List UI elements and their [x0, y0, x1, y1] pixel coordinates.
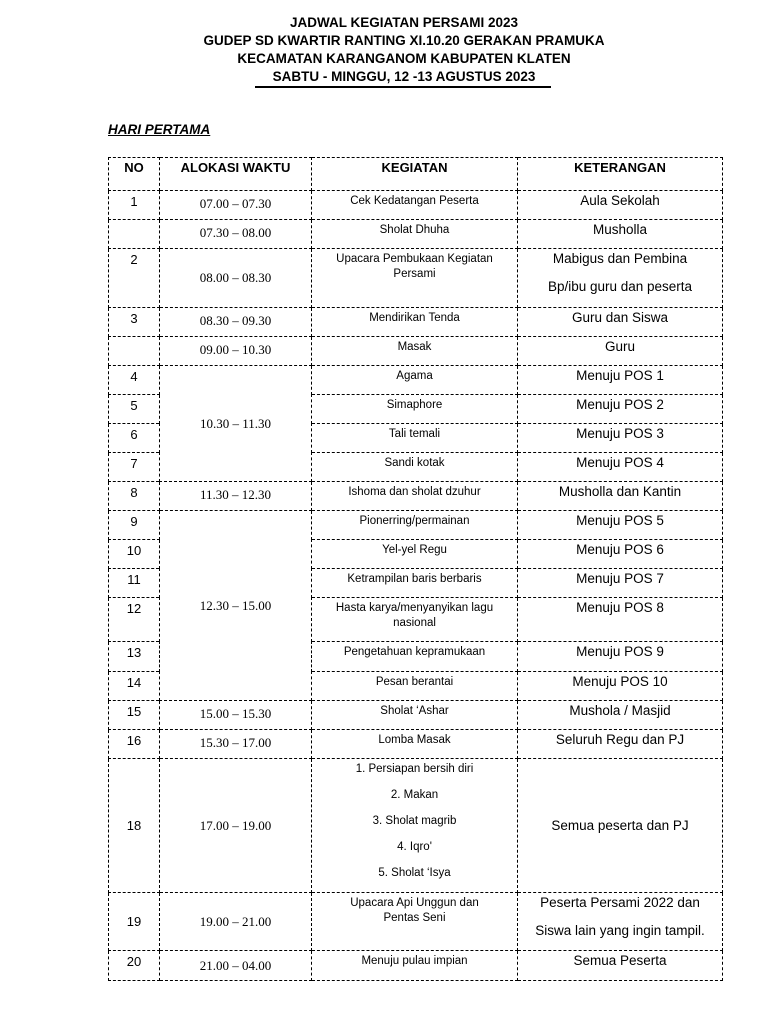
cell-no: 10 — [109, 540, 160, 569]
cell-line: Pesan berantai — [375, 676, 454, 688]
cell-time: 07.00 – 07.30 — [160, 191, 312, 220]
cell-note — [518, 759, 723, 893]
cell-line: Seluruh Regu dan PJ — [555, 732, 685, 747]
cell-no: 2 — [109, 249, 160, 308]
cell-line: Menuju POS 4 — [576, 455, 664, 470]
cell-no: 4 — [109, 366, 160, 395]
cell-note — [518, 220, 723, 249]
cell-no — [109, 337, 160, 366]
cell-line: Pentas Seni — [383, 912, 446, 924]
cell-line: Mushola / Masjid — [569, 703, 671, 718]
table-row — [109, 337, 723, 366]
cell-line: Peserta Persami 2022 dan — [540, 895, 700, 910]
cell-line: Semua peserta dan PJ — [551, 817, 689, 833]
cell-line: Bp/ibu guru dan peserta — [547, 279, 693, 294]
cell-no: 14 — [109, 672, 160, 701]
cell-no: 1 — [109, 191, 160, 220]
cell-activity — [312, 453, 518, 482]
cell-line: Guru dan Siswa — [571, 310, 669, 325]
cell-line: Hasta karya/menyanyikan lagu — [335, 602, 494, 614]
cell-note — [518, 672, 723, 701]
cell-line: Simaphore — [386, 399, 443, 411]
column-header-note: KETERANGAN — [518, 158, 723, 191]
cell-no: 15 — [109, 701, 160, 730]
schedule-body — [109, 191, 723, 981]
cell-activity — [312, 424, 518, 453]
column-header-time: ALOKASI WAKTU — [160, 158, 312, 191]
cell-time: 19.00 – 21.00 — [160, 893, 312, 951]
cell-time: 08.00 – 08.30 — [160, 249, 312, 308]
cell-activity — [312, 395, 518, 424]
cell-activity — [312, 569, 518, 598]
cell-no: 8 — [109, 482, 160, 511]
table-row — [109, 366, 723, 395]
cell-no: 3 — [109, 308, 160, 337]
cell-note — [518, 424, 723, 453]
cell-line: Menuju pulau impian — [361, 955, 468, 967]
cell-time: 12.30 – 15.00 — [160, 511, 312, 701]
cell-no: 12 — [109, 598, 160, 642]
cell-note — [518, 453, 723, 482]
cell-activity — [312, 220, 518, 249]
cell-activity — [312, 308, 518, 337]
cell-note — [518, 598, 723, 642]
header-location: KECAMATAN KARANGANOM KABUPATEN KLATEN — [237, 51, 571, 66]
table-row — [109, 249, 723, 308]
cell-activity — [312, 642, 518, 672]
cell-line: Mabigus dan Pembina — [552, 251, 688, 266]
cell-time: 15.30 – 17.00 — [160, 730, 312, 759]
column-header-activity: KEGIATAN — [312, 158, 518, 191]
header-title: JADWAL KEGIATAN PERSAMI 2023 — [289, 15, 519, 30]
cell-line: Menuju POS 3 — [576, 426, 664, 441]
table-row — [109, 220, 723, 249]
cell-line: Semua Peserta — [573, 953, 667, 968]
cell-note — [518, 569, 723, 598]
table-row — [109, 511, 723, 540]
cell-no: 13 — [109, 642, 160, 672]
cell-activity — [312, 511, 518, 540]
cell-line: Yel-yel Regu — [382, 544, 447, 556]
cell-note — [518, 730, 723, 759]
header-underline — [255, 86, 551, 88]
cell-activity — [312, 672, 518, 701]
table-row — [109, 730, 723, 759]
cell-time: 17.00 – 19.00 — [160, 759, 312, 893]
cell-activity — [312, 337, 518, 366]
cell-line: 2. Makan — [390, 789, 439, 801]
cell-line: 3. Sholat magrib — [372, 815, 457, 827]
cell-activity — [312, 598, 518, 642]
cell-line: Sandi kotak — [384, 457, 445, 469]
cell-note — [518, 337, 723, 366]
table-header-row — [109, 158, 723, 191]
cell-no: 7 — [109, 453, 160, 482]
cell-line: Agama — [396, 370, 433, 382]
cell-no — [109, 220, 160, 249]
cell-line: Lomba Masak — [378, 734, 451, 746]
cell-note — [518, 893, 723, 951]
cell-line: 5. Sholat ‘Isya — [378, 867, 451, 879]
cell-note — [518, 482, 723, 511]
schedule-table — [108, 157, 723, 981]
cell-line: 4. Iqro' — [397, 841, 432, 853]
cell-note — [518, 395, 723, 424]
table-row — [109, 482, 723, 511]
cell-no: 6 — [109, 424, 160, 453]
document-header — [0, 14, 768, 86]
cell-time: 07.30 – 08.00 — [160, 220, 312, 249]
cell-no: 11 — [109, 569, 160, 598]
cell-time: 09.00 – 10.30 — [160, 337, 312, 366]
table-row — [109, 191, 723, 220]
cell-line: Menuju POS 10 — [572, 674, 668, 689]
day-label: HARI PERTAMA — [108, 122, 211, 137]
table-row — [109, 759, 723, 893]
cell-note — [518, 191, 723, 220]
cell-line: Upacara Pembukaan Kegiatan — [336, 253, 493, 265]
cell-note — [518, 366, 723, 395]
cell-activity — [312, 482, 518, 511]
cell-time: 10.30 – 11.30 — [160, 366, 312, 482]
cell-activity — [312, 249, 518, 308]
table-row — [109, 701, 723, 730]
cell-activity — [312, 191, 518, 220]
cell-line: Ketrampilan baris berbaris — [347, 573, 482, 585]
cell-time: 21.00 – 04.00 — [160, 951, 312, 981]
cell-no: 20 — [109, 951, 160, 981]
cell-no: 9 — [109, 511, 160, 540]
cell-line: Sholat ‘Ashar — [380, 705, 449, 717]
header-date: SABTU - MINGGU, 12 -13 AGUSTUS 2023 — [272, 69, 536, 84]
cell-note — [518, 951, 723, 981]
cell-line: Menuju POS 6 — [576, 542, 664, 557]
cell-line: Ishoma dan sholat dzuhur — [348, 486, 481, 498]
cell-line: Menuju POS 1 — [576, 368, 664, 383]
cell-line: Pengetahuan kepramukaan — [343, 646, 486, 658]
cell-note — [518, 308, 723, 337]
cell-line: Menuju POS 2 — [576, 397, 664, 412]
cell-activity — [312, 951, 518, 981]
table-row — [109, 951, 723, 981]
cell-line: 1. Persiapan bersih diri — [355, 763, 474, 775]
cell-line: nasional — [393, 617, 436, 629]
cell-no: 19 — [109, 893, 160, 951]
cell-note — [518, 511, 723, 540]
cell-line: Siswa lain yang ingin tampil. — [535, 923, 705, 938]
cell-no: 5 — [109, 395, 160, 424]
cell-time: 11.30 – 12.30 — [160, 482, 312, 511]
cell-line: Masak — [397, 341, 432, 353]
cell-time: 15.00 – 15.30 — [160, 701, 312, 730]
cell-line: Menuju POS 8 — [576, 600, 664, 615]
cell-no: 18 — [109, 759, 160, 893]
cell-activity — [312, 759, 518, 893]
cell-activity — [312, 366, 518, 395]
cell-line: Musholla — [592, 222, 648, 237]
cell-line: Tali temali — [388, 428, 441, 440]
cell-line: Aula Sekolah — [580, 193, 660, 208]
cell-note — [518, 249, 723, 308]
cell-activity — [312, 730, 518, 759]
cell-note — [518, 540, 723, 569]
table-row — [109, 308, 723, 337]
cell-line: Cek Kedatangan Peserta — [350, 195, 479, 207]
table-row — [109, 893, 723, 951]
cell-line: Pionerring/permainan — [359, 515, 470, 527]
cell-line: Menuju POS 5 — [576, 513, 664, 528]
cell-line: Menuju POS 7 — [576, 571, 664, 586]
cell-note — [518, 642, 723, 672]
header-gudep: GUDEP SD KWARTIR RANTING XI.10.20 GERAKAN PRAMUKA — [203, 33, 605, 48]
cell-line: Sholat Dhuha — [379, 224, 450, 236]
cell-note — [518, 701, 723, 730]
cell-no: 16 — [109, 730, 160, 759]
cell-line: Menuju POS 9 — [576, 644, 664, 659]
column-header-no: NO — [109, 158, 160, 191]
cell-time: 08.30 – 09.30 — [160, 308, 312, 337]
cell-activity — [312, 893, 518, 951]
cell-line: Persami — [393, 268, 436, 280]
cell-line: Musholla dan Kantin — [558, 484, 682, 499]
cell-line: Guru — [604, 339, 635, 354]
cell-line: Upacara Api Unggun dan — [350, 897, 479, 909]
cell-activity — [312, 540, 518, 569]
cell-line: Mendirikan Tenda — [369, 312, 460, 324]
cell-activity — [312, 701, 518, 730]
